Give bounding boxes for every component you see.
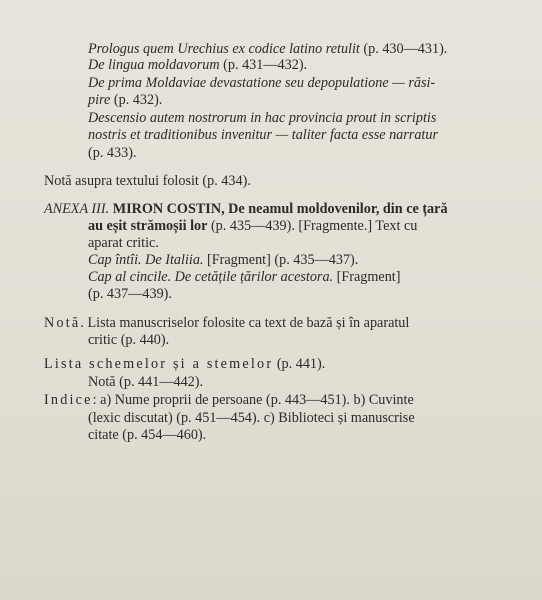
chapter-title: Cap întîi. De Italiia. [88, 252, 204, 268]
entry-text: (lexic discutat) (p. 451—454). c) Biblioteci și manuscrise [88, 410, 415, 426]
spaced-heading: Lista schemelor și a stemelor [44, 356, 274, 372]
latin-title: Descensio autem nostrorum in hac provincia prout in scriptis [88, 110, 437, 126]
entry-nota-manuscriselor-line1 [44, 316, 409, 330]
entry-indice-line1 [44, 393, 414, 407]
anexa-title: MIRON COSTIN, De neamul moldovenilor, din ce țară [109, 201, 448, 217]
entry-text: Notă (p. 441—442). [88, 374, 204, 390]
page-ref: citate (p. 454—460). [88, 427, 207, 443]
anexa-label: ANEXA III. [44, 201, 110, 217]
anexa-title: au eșit strămoșii lor [88, 218, 208, 234]
entry-de-lingua [88, 58, 307, 72]
entry-cap-intii [88, 253, 358, 267]
entry-text: Notă asupra textului folosit (p. 434). [44, 173, 251, 189]
entry-de-prima-line1 [88, 76, 435, 90]
entry-cap-cincile-line1 [88, 270, 400, 284]
entry-lista-schemelor [44, 357, 325, 371]
entry-anexa-iii-line2 [88, 219, 417, 233]
latin-title: De lingua moldavorum [88, 57, 220, 73]
latin-title: Prologus quem Urechius ex codice latino retulit [88, 41, 360, 57]
page-ref: (p. 430—431). [359, 41, 448, 57]
entry-text: : a) Nume proprii de persoane (p. 443—451). b) Cuvinte [92, 392, 414, 408]
entry-text: . Lista manuscriselor folosite ca text de bază și în aparatul [80, 315, 410, 331]
page-ref: (p. 433). [88, 145, 137, 161]
entry-prologus [88, 42, 447, 56]
page-ref: [Fragment] [333, 269, 401, 285]
page-ref: (p. 431—432). [219, 57, 308, 73]
page-ref: (p. 437—439). [88, 286, 172, 302]
entry-nota-schemelor [88, 375, 203, 389]
spaced-heading: Indice [44, 392, 93, 408]
entry-descensio-line2 [88, 128, 438, 142]
latin-title: De prima Moldaviae devastatione seu depopulatione — răsi- [88, 75, 436, 91]
entry-nota-textului [44, 174, 251, 188]
page-ref: (p. 432). [110, 92, 163, 108]
entry-descensio-line3 [88, 146, 136, 160]
spaced-heading: Notă [44, 315, 81, 331]
latin-title: pire [88, 92, 111, 108]
page-ref: critic (p. 440). [88, 332, 170, 348]
entry-indice-line2 [88, 411, 415, 425]
page-ref: (p. 441). [273, 356, 326, 372]
entry-indice-line3 [88, 428, 206, 442]
latin-title: nostris et traditionibus invenitur — taliter facta esse narratur [88, 127, 438, 143]
entry-de-prima-line2 [88, 93, 162, 107]
entry-nota-manuscriselor-line2 [88, 333, 169, 347]
entry-text: aparat critic. [88, 235, 159, 251]
entry-cap-cincile-line2 [88, 287, 172, 301]
entry-anexa-iii-line3 [88, 236, 159, 250]
page-ref: [Fragment] (p. 435—437). [203, 252, 359, 268]
chapter-title: Cap al cincile. De cetățile țărilor acestora. [88, 269, 334, 285]
entry-descensio-line1 [88, 111, 436, 125]
entry-anexa-iii-line1 [44, 202, 448, 216]
page-ref: (p. 435—439). [Fragmente.] Text cu [207, 218, 418, 234]
